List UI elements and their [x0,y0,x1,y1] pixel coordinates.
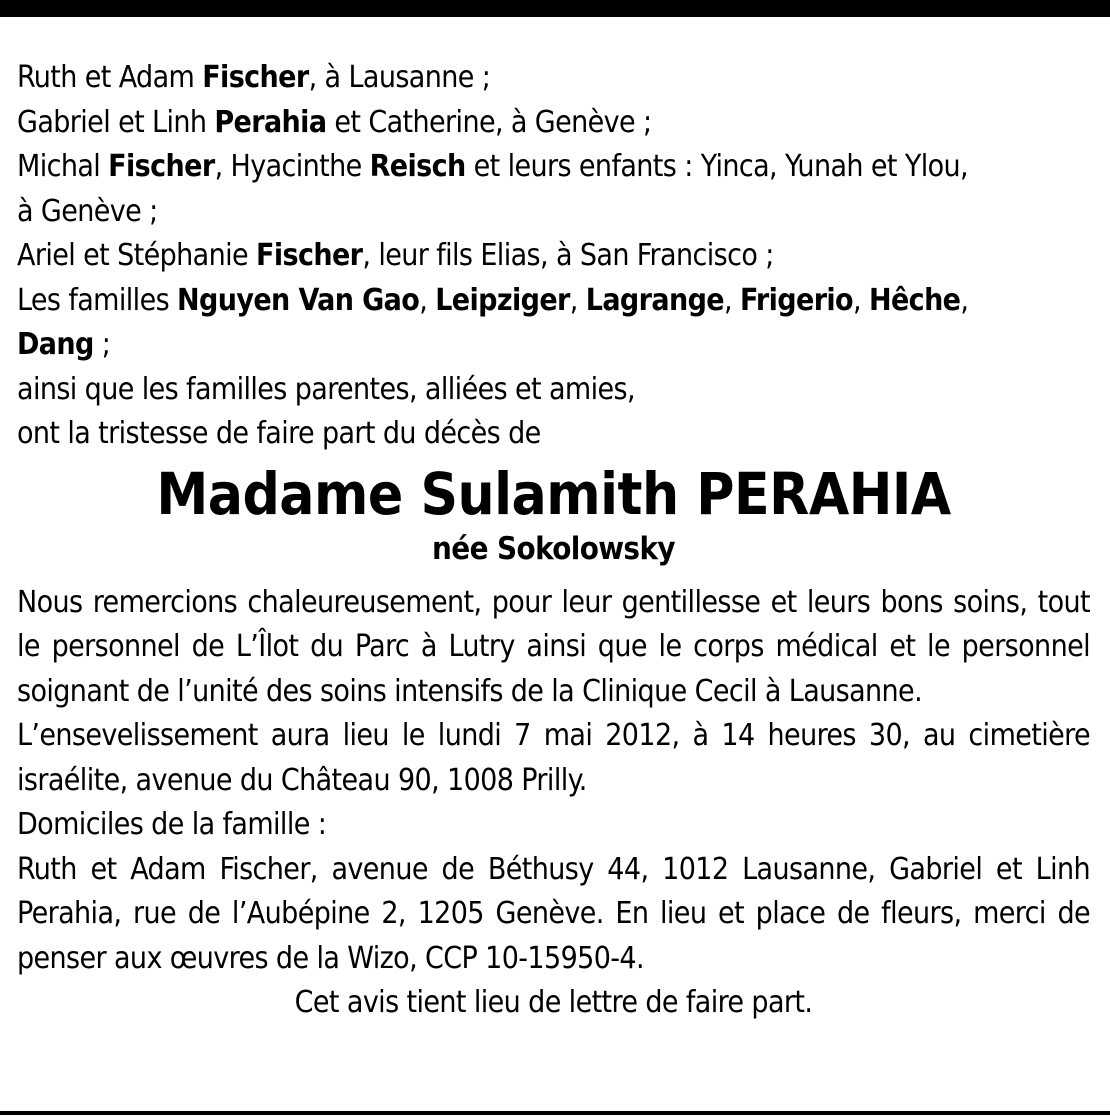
maiden-name: née Sokolowsky [432,530,675,567]
deceased-name: Madame Sulamith PERAHIA [156,459,951,528]
family-line-4: à Genève ; [17,193,158,229]
family-line-6: Les familles Nguyen Van Gao, Leipziger, Lagrange, Frigerio, Hêche, [17,282,969,318]
obituary-notice [17,56,1090,1026]
family-line-8: ainsi que les familles parentes, alliées et amies, [17,371,635,407]
thanks-paragraph: Nous remercions chaleureusement, pour leur gentillesse et leurs bons soins, tout le personnel de L’Îlot du Parc à Lutry ainsi que le corps médical et le personnel soignant de l’unité des soins intensifs de la Clinique Cecil à Lausanne. [17,584,1090,709]
bottom-rule [0,1111,1110,1115]
family-line-1: Ruth et Adam Fischer, à Lausanne ; [17,60,491,95]
burial-paragraph: L’ensevelissement aura lieu le lundi 7 mai 2012, à 14 heures 30, au cimetière israélite, avenue du Château 90, 1008 Prilly. [17,718,1090,798]
family-line-7: Dang ; [17,327,111,362]
family-line-5: Ariel et Stéphanie Fischer, leur fils Elias, à San Francisco ; [17,238,774,273]
family-line-2: Gabriel et Linh Perahia et Catherine, à Genève ; [17,104,652,140]
top-rule [0,0,1110,17]
family-line-3: Michal Fischer, Hyacinthe Reisch et leurs enfants : Yinca, Yunah et Ylou, [17,149,968,184]
family-line-9: ont la tristesse de faire part du décès de [17,416,541,451]
domiciles-title: Domiciles de la famille : [17,807,327,842]
domiciles-paragraph: Ruth et Adam Fischer, avenue de Béthusy 44, 1012 Lausanne, Gabriel et Linh Perahia, rue de l’Aubépine 2, 1205 Genève. En lieu et place de fleurs, merci de penser aux œuvres de la Wizo, CCP 10-15950-4. [17,851,1090,976]
closing-line: Cet avis tient lieu de lettre de faire part. [294,985,813,1020]
